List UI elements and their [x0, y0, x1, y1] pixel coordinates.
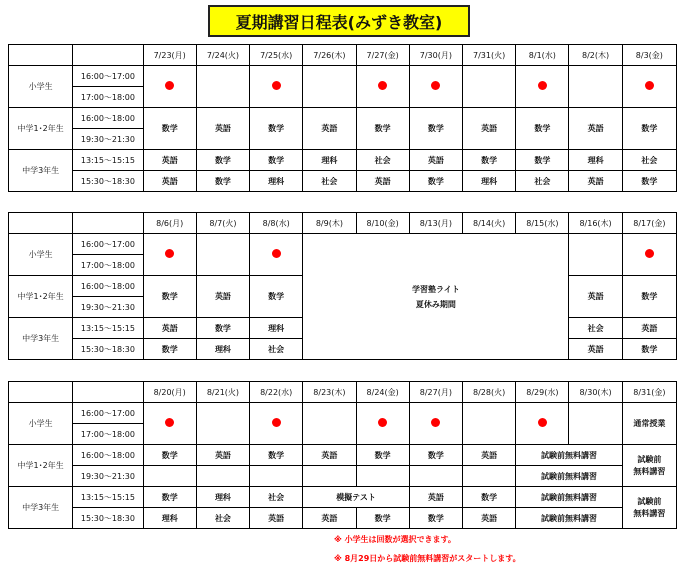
subject-cell: 数学 — [143, 445, 196, 466]
empty-cell — [196, 234, 249, 276]
schedule-row — [9, 445, 677, 466]
subject-cell: 数学 — [250, 445, 303, 466]
subject-cell: 英語 — [143, 150, 196, 171]
date-header: 8/31(金) — [622, 382, 676, 403]
session-dot-icon — [378, 418, 387, 427]
grade-label: 中学3年生 — [9, 487, 73, 529]
session-cell — [356, 403, 409, 445]
date-header: 8/15(水) — [516, 213, 569, 234]
subject-cell: 数学 — [250, 276, 303, 318]
session-dot-icon — [378, 81, 387, 90]
time-slot: 19:30～21:30 — [73, 466, 143, 487]
subject-cell: 数学 — [143, 339, 196, 360]
date-header: 8/27(月) — [409, 382, 462, 403]
time-slot: 16:00～17:00 — [73, 234, 143, 255]
date-header: 8/21(火) — [196, 382, 249, 403]
subject-cell: 理科 — [569, 150, 622, 171]
subject-cell: 数学 — [196, 171, 249, 192]
session-dot-icon — [645, 81, 654, 90]
schedule-row — [9, 466, 677, 487]
subject-cell: 数学 — [409, 171, 462, 192]
subject-cell: 英語 — [196, 445, 249, 466]
grade-label: 中学1･2年生 — [9, 276, 73, 318]
session-cell — [143, 234, 196, 276]
subject-cell: 英語 — [409, 150, 462, 171]
session-cell — [622, 234, 676, 276]
date-header: 8/9(木) — [303, 213, 356, 234]
schedule-row — [9, 487, 677, 508]
subject-cell: 英語 — [303, 508, 356, 529]
subject-cell: 英語 — [569, 276, 622, 318]
subject-cell: 数学 — [356, 508, 409, 529]
subject-cell: 試験前無料講習 — [516, 445, 622, 466]
session-dot-icon — [165, 418, 174, 427]
grade-label: 小学生 — [9, 403, 73, 445]
subject-cell: 数学 — [409, 108, 462, 150]
time-slot: 16:00～18:00 — [73, 445, 143, 466]
subject-cell: 社会 — [196, 508, 249, 529]
subject-cell: 英語 — [143, 318, 196, 339]
schedule-row — [9, 108, 677, 129]
page-title: 夏期講習日程表(みずき教室) — [208, 5, 470, 37]
schedule-table-1 — [8, 44, 677, 192]
note-elementary: ※ 小学生は回数が選択できます。 — [334, 535, 456, 544]
date-header: 8/29(水) — [516, 382, 569, 403]
subject-cell: 数学 — [143, 487, 196, 508]
subject-cell: 理科 — [463, 171, 516, 192]
subject-cell: 英語 — [303, 445, 356, 466]
subject-cell: 数学 — [196, 318, 249, 339]
subject-cell: 英語 — [622, 318, 676, 339]
date-header: 7/27(金) — [356, 45, 409, 66]
schedule-row — [9, 171, 677, 192]
schedule-row — [9, 66, 677, 87]
time-slot: 16:00～17:00 — [73, 403, 143, 424]
subject-cell: 数学 — [463, 487, 516, 508]
subject-cell: 数学 — [143, 276, 196, 318]
time-slot: 13:15～15:15 — [73, 318, 143, 339]
subject-cell: 英語 — [250, 508, 303, 529]
time-slot: 13:15～15:15 — [73, 487, 143, 508]
subject-cell: 数学 — [356, 445, 409, 466]
empty-cell — [196, 466, 249, 487]
date-header: 8/1(水) — [516, 45, 569, 66]
subject-cell: 数学 — [356, 108, 409, 150]
subject-cell: 英語 — [356, 171, 409, 192]
date-header: 8/30(木) — [569, 382, 622, 403]
date-header: 7/31(火) — [463, 45, 516, 66]
schedule-row — [9, 234, 677, 255]
empty-cell — [569, 66, 622, 108]
time-slot: 13:15～15:15 — [73, 150, 143, 171]
subject-cell: 理科 — [196, 339, 249, 360]
subject-cell: 数学 — [622, 339, 676, 360]
date-header: 7/23(月) — [143, 45, 196, 66]
subject-cell: 英語 — [409, 487, 462, 508]
header-corner — [9, 213, 73, 234]
time-slot: 15:30～18:30 — [73, 339, 143, 360]
subject-cell: 英語 — [569, 108, 622, 150]
date-header: 8/17(金) — [622, 213, 676, 234]
session-dot-icon — [431, 418, 440, 427]
subject-cell: 数学 — [463, 150, 516, 171]
subject-cell: 英語 — [196, 276, 249, 318]
subject-cell: 試験前無料講習 — [516, 466, 622, 487]
date-header: 8/20(月) — [143, 382, 196, 403]
subject-cell: 数学 — [622, 171, 676, 192]
session-cell — [143, 403, 196, 445]
session-cell — [143, 66, 196, 108]
subject-cell: 理科 — [303, 150, 356, 171]
empty-cell — [463, 466, 516, 487]
subject-cell: 数学 — [409, 445, 462, 466]
subject-cell: 理科 — [196, 487, 249, 508]
header-corner — [9, 382, 73, 403]
subject-cell: 社会 — [622, 150, 676, 171]
empty-cell — [303, 466, 356, 487]
subject-cell: 模擬テスト — [303, 487, 409, 508]
date-header: 7/24(火) — [196, 45, 249, 66]
date-header-row — [9, 45, 677, 66]
subject-cell: 社会 — [569, 318, 622, 339]
subject-cell: 数学 — [196, 150, 249, 171]
subject-cell: 理科 — [250, 318, 303, 339]
date-header: 8/23(木) — [303, 382, 356, 403]
subject-cell: 社会 — [250, 487, 303, 508]
date-header: 8/16(木) — [569, 213, 622, 234]
empty-cell — [409, 466, 462, 487]
subject-cell: 数学 — [409, 508, 462, 529]
grade-label: 中学3年生 — [9, 150, 73, 192]
session-dot-icon — [538, 81, 547, 90]
subject-cell: 試験前 無料講習 — [622, 487, 676, 529]
empty-cell — [143, 466, 196, 487]
schedule-row — [9, 508, 677, 529]
regular-class-label: 通常授業 — [622, 403, 676, 445]
header-corner — [9, 45, 73, 66]
subject-cell: 数学 — [143, 108, 196, 150]
subject-cell: 英語 — [463, 508, 516, 529]
grade-label: 中学1･2年生 — [9, 445, 73, 487]
session-cell — [250, 234, 303, 276]
session-dot-icon — [431, 81, 440, 90]
date-header: 8/7(火) — [196, 213, 249, 234]
grade-label: 小学生 — [9, 234, 73, 276]
subject-cell: 英語 — [143, 171, 196, 192]
time-slot: 16:00～18:00 — [73, 276, 143, 297]
time-slot: 17:00～18:00 — [73, 87, 143, 108]
session-cell — [622, 66, 676, 108]
empty-cell — [463, 66, 516, 108]
empty-cell — [196, 66, 249, 108]
session-cell — [250, 403, 303, 445]
subject-cell: 試験前無料講習 — [516, 508, 622, 529]
date-header: 8/22(水) — [250, 382, 303, 403]
grade-label: 小学生 — [9, 66, 73, 108]
empty-cell — [356, 466, 409, 487]
date-header: 8/13(月) — [409, 213, 462, 234]
date-header: 7/26(木) — [303, 45, 356, 66]
grade-label: 中学1･2年生 — [9, 108, 73, 150]
schedule-table-2 — [8, 212, 677, 360]
time-slot: 16:00～18:00 — [73, 108, 143, 129]
session-dot-icon — [272, 249, 281, 258]
empty-cell — [250, 466, 303, 487]
subject-cell: 試験前 無料講習 — [622, 445, 676, 487]
subject-cell: 英語 — [463, 108, 516, 150]
subject-cell: 社会 — [250, 339, 303, 360]
session-dot-icon — [645, 249, 654, 258]
time-slot: 15:30～18:30 — [73, 171, 143, 192]
subject-cell: 社会 — [303, 171, 356, 192]
date-header: 8/14(火) — [463, 213, 516, 234]
subject-cell: 英語 — [569, 171, 622, 192]
time-slot: 17:00～18:00 — [73, 424, 143, 445]
session-dot-icon — [272, 81, 281, 90]
subject-cell: 英語 — [463, 445, 516, 466]
header-corner — [73, 213, 143, 234]
session-cell — [516, 66, 569, 108]
date-header: 8/2(木) — [569, 45, 622, 66]
schedule-row — [9, 150, 677, 171]
date-header: 8/28(火) — [463, 382, 516, 403]
holiday-notice: 学習塾ライト 夏休み期間 — [303, 234, 569, 360]
session-cell — [409, 403, 462, 445]
header-corner — [73, 45, 143, 66]
subject-cell: 数学 — [622, 276, 676, 318]
date-header: 7/25(水) — [250, 45, 303, 66]
date-header-row — [9, 382, 677, 403]
session-cell — [409, 66, 462, 108]
subject-cell: 理科 — [250, 171, 303, 192]
schedule-table-3 — [8, 381, 677, 529]
session-cell — [250, 66, 303, 108]
date-header: 8/3(金) — [622, 45, 676, 66]
session-cell — [516, 403, 569, 445]
subject-cell: 英語 — [196, 108, 249, 150]
subject-cell: 数学 — [250, 150, 303, 171]
empty-cell — [569, 234, 622, 276]
subject-cell: 理科 — [143, 508, 196, 529]
note-free-lecture: ※ 8月29日から試験前無料講習がスタートします。 — [334, 554, 521, 563]
subject-cell: 英語 — [303, 108, 356, 150]
session-dot-icon — [538, 418, 547, 427]
date-header: 7/30(月) — [409, 45, 462, 66]
date-header: 8/24(金) — [356, 382, 409, 403]
subject-cell: 英語 — [569, 339, 622, 360]
session-dot-icon — [165, 81, 174, 90]
date-header: 8/6(月) — [143, 213, 196, 234]
empty-cell — [463, 403, 516, 445]
date-header: 8/8(水) — [250, 213, 303, 234]
subject-cell: 数学 — [516, 150, 569, 171]
time-slot: 16:00～17:00 — [73, 66, 143, 87]
session-cell — [356, 66, 409, 108]
time-slot: 19:30～21:30 — [73, 129, 143, 150]
empty-cell — [569, 403, 622, 445]
subject-cell: 社会 — [516, 171, 569, 192]
header-corner — [73, 382, 143, 403]
time-slot: 19:30～21:30 — [73, 297, 143, 318]
schedule-row — [9, 403, 677, 424]
session-dot-icon — [165, 249, 174, 258]
subject-cell: 試験前無料講習 — [516, 487, 622, 508]
subject-cell: 社会 — [356, 150, 409, 171]
empty-cell — [303, 403, 356, 445]
grade-label: 中学3年生 — [9, 318, 73, 360]
date-header: 8/10(金) — [356, 213, 409, 234]
date-header-row — [9, 213, 677, 234]
subject-cell: 数学 — [622, 108, 676, 150]
session-dot-icon — [272, 418, 281, 427]
empty-cell — [303, 66, 356, 108]
subject-cell: 数学 — [516, 108, 569, 150]
subject-cell: 数学 — [250, 108, 303, 150]
time-slot: 17:00～18:00 — [73, 255, 143, 276]
empty-cell — [196, 403, 249, 445]
time-slot: 15:30～18:30 — [73, 508, 143, 529]
